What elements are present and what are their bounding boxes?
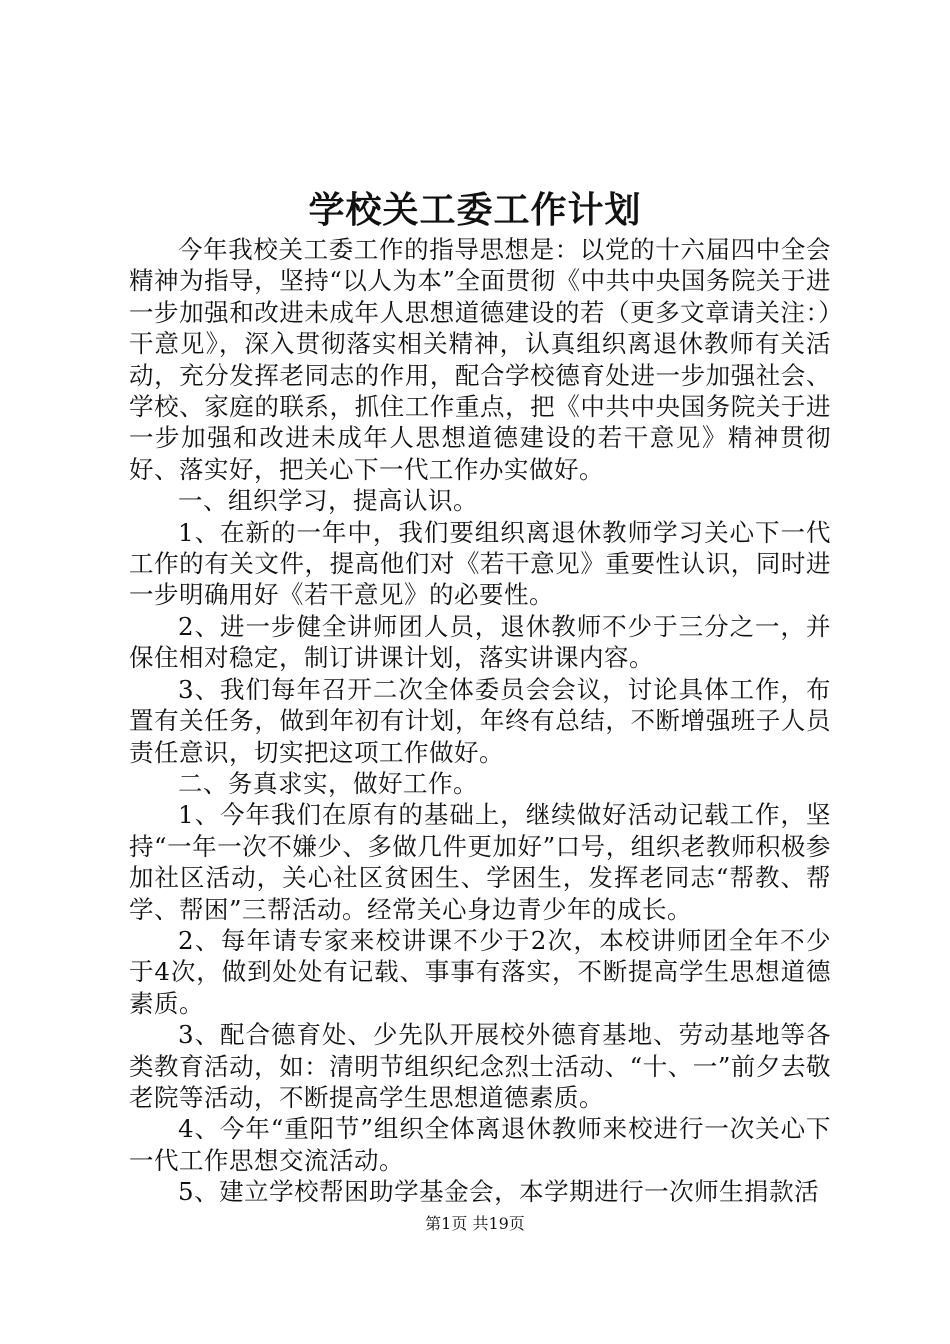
paragraph-item-2-4: 4、今年“重阳节”组织全体离退休教师来校进行一次关心下一代工作思想交流活动。	[129, 1114, 831, 1175]
page-footer: 第1页 共19页	[425, 1214, 525, 1233]
section-heading-1: 一、组织学习，提高认识。	[178, 486, 478, 516]
paragraph-item-2-5: 5、建立学校帮困助学基金会，本学期进行一次师生捐款活	[178, 1177, 820, 1207]
document-title: 学校关工委工作计划	[308, 189, 642, 231]
section-heading-2: 二、务真求实，做好工作。	[178, 768, 478, 798]
paragraph-item-1-3: 3、我们每年召开二次全体委员会会议，讨论具体工作，布置有关任务，做到年初有计划，年终有总结，不断增强班子人员责任意识，切实把这项工作做好。	[129, 674, 831, 767]
paragraph-item-1-1: 1、在新的一年中，我们要组织离退休教师学习关心下一代工作的有关文件，提高他们对《若干意见》重要性认识，同时进一步明确用好《若干意见》的必要性。	[129, 517, 831, 610]
paragraph-item-2-3: 3、配合德育处、少先队开展校外德育基地、劳动基地等各类教育活动，如：清明节组织纪念烈士活动、“十、一”前夕去敬老院等活动，不断提高学生思想道德素质。	[129, 1020, 831, 1112]
paragraph-item-1-2: 2、进一步健全讲师团人员，退休教师不少于三分之一，并保住相对稳定，制订讲课计划，落实讲课内容。	[129, 611, 831, 673]
paragraph-guiding-thought: 今年我校关工委工作的指导思想是：以党的十六届四中全会精神为指导，坚持“以人为本”全面贯彻《中共中央国务院关于进一步加强和改进未成年人思想道德建设的若（更多文章请关注：）干意见》，深入贯彻落实相关精神，认真组织离退休教师有关活动，充分发挥老同志的作用，配合学校德育处进一步加强社会、学校、家庭的联系，抓住工作重点，把《中共中央国务院关于进一步加强和改进未成年人思想道德建设的若干意见》精神贯彻好、落实好，把关心下一代工作办实做好。	[129, 235, 831, 484]
paragraph-item-2-2: 2、每年请专家来校讲课不少于2次，本校讲师团全年不少于4次，做到处处有记载、事事有落实，不断提高学生思想道德素质。	[129, 925, 831, 1018]
paragraph-item-2-1: 1、今年我们在原有的基础上，继续做好活动记载工作，坚持“一年一次不嫌少、多做几件更加好”口号，组织老教师积极参加社区活动，关心社区贫困生、学困生，发挥老同志“帮教、帮学、帮困”三帮活动。经常关心身边青少年的成长。	[129, 800, 831, 924]
document-body	[129, 234, 831, 1208]
